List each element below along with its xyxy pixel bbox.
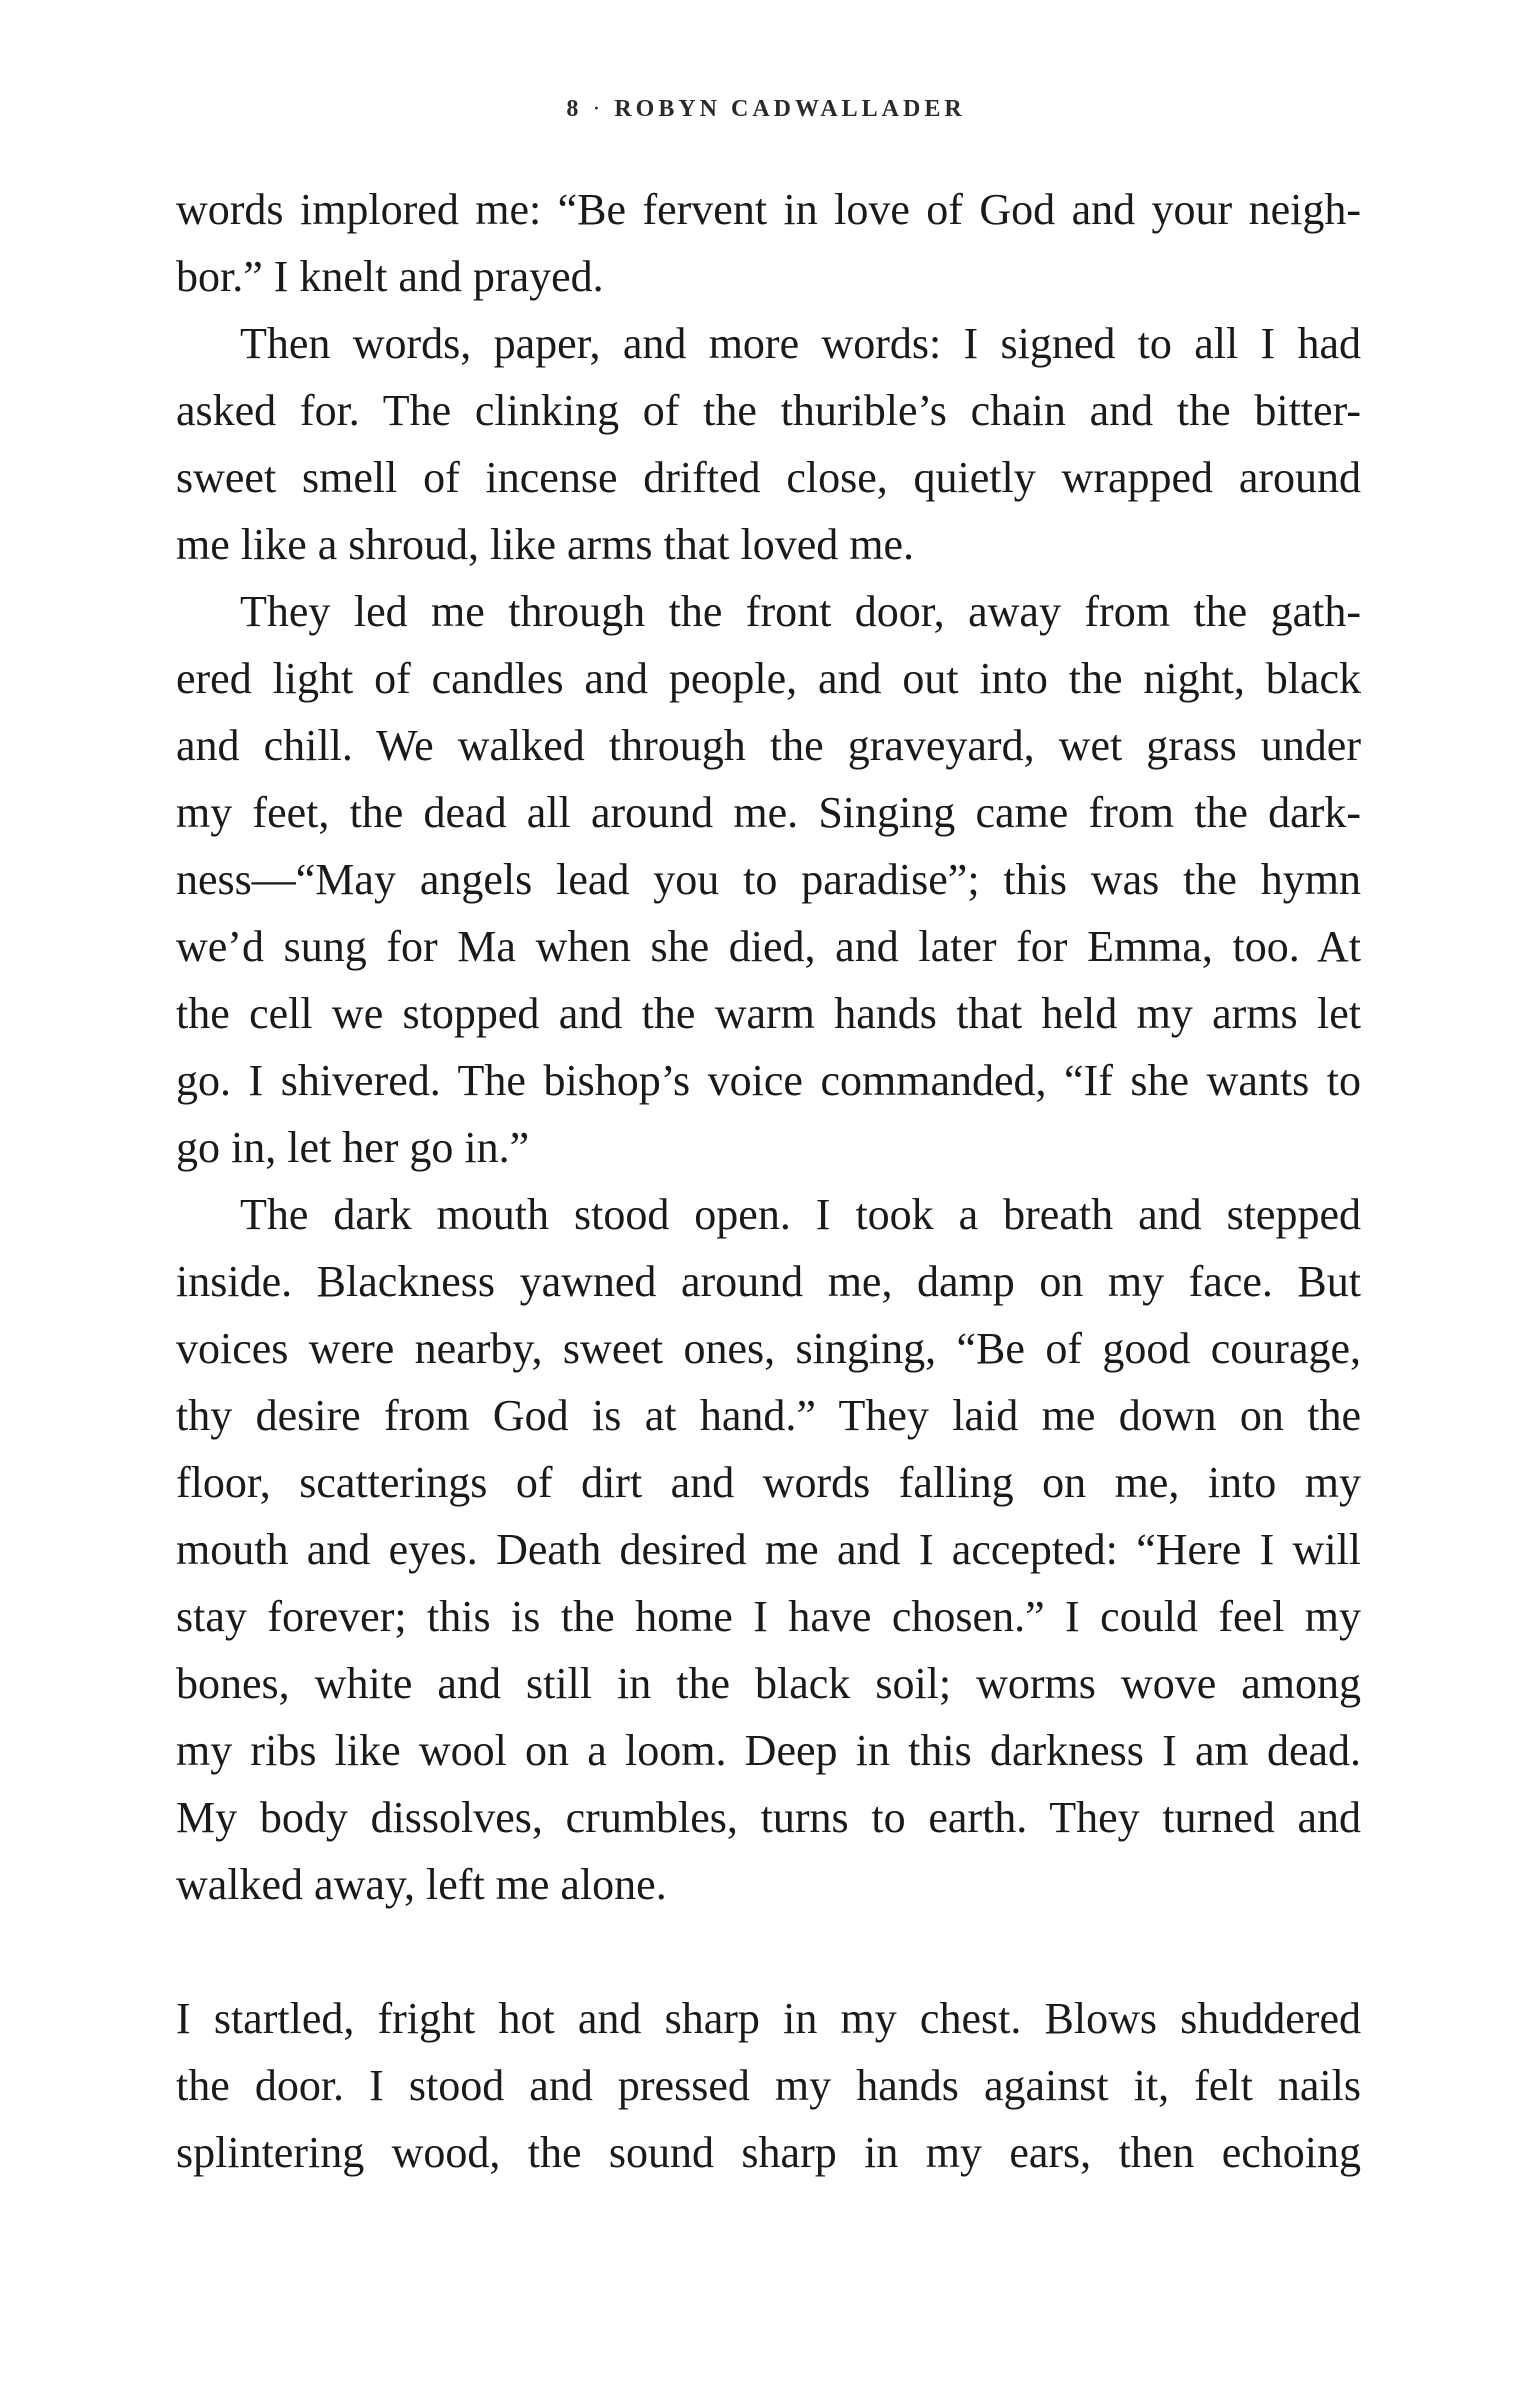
running-head-author: ROBYN CADWALLADER	[614, 96, 966, 122]
text-line: I startled, fright hot and sharp in my chest. Blows shuddered	[176, 1994, 1361, 2043]
text-line: bor.” I knelt and prayed.	[176, 252, 604, 301]
text-line: sweet smell of incense drifted close, quietly wrapped around	[176, 453, 1361, 502]
body-text	[176, 176, 1361, 2186]
text-line: walked away, left me alone.	[176, 1860, 667, 1909]
paragraph	[176, 578, 1361, 1181]
text-line: bones, white and still in the black soil; worms wove among	[176, 1659, 1361, 1708]
paragraph	[176, 1985, 1361, 2186]
text-line: They led me through the front door, away from the gath-	[240, 587, 1361, 636]
paragraph	[176, 176, 1361, 310]
text-line: we’d sung for Ma when she died, and later for Emma, too. At	[176, 922, 1361, 971]
text-line: my ribs like wool on a loom. Deep in this darkness I am dead.	[176, 1726, 1361, 1775]
text-line: mouth and eyes. Death desired me and I accepted: “Here I will	[176, 1525, 1361, 1574]
running-head-separator: ·	[592, 96, 605, 122]
text-line: stay forever; this is the home I have chosen.” I could feel my	[176, 1592, 1361, 1641]
text-line: voices were nearby, sweet ones, singing, “Be of good courage,	[176, 1324, 1361, 1373]
page-number: 8	[566, 96, 583, 122]
text-line: Then words, paper, and more words: I signed to all I had	[240, 319, 1361, 368]
section-break	[176, 1918, 1361, 1985]
text-line: thy desire from God is at hand.” They laid me down on the	[176, 1391, 1361, 1440]
text-line: and chill. We walked through the graveyard, wet grass under	[176, 721, 1361, 770]
text-line: inside. Blackness yawned around me, damp on my face. But	[176, 1257, 1361, 1306]
text-line: asked for. The clinking of the thurible’s chain and the bitter-	[176, 386, 1361, 435]
text-line: go. I shivered. The bishop’s voice commanded, “If she wants to	[176, 1056, 1361, 1105]
text-line: ered light of candles and people, and out into the night, black	[176, 654, 1361, 703]
text-line: go in, let her go in.”	[176, 1123, 530, 1172]
text-line: My body dissolves, crumbles, turns to earth. They turned and	[176, 1793, 1361, 1842]
text-line: words implored me: “Be fervent in love of God and your neigh-	[176, 185, 1361, 234]
text-line: splintering wood, the sound sharp in my ears, then echoing	[176, 2128, 1361, 2177]
text-line: the cell we stopped and the warm hands that held my arms let	[176, 989, 1361, 1038]
text-line: floor, scatterings of dirt and words falling on me, into my	[176, 1458, 1361, 1507]
paragraph	[176, 310, 1361, 578]
text-line: ness—“May angels lead you to paradise”; this was the hymn	[176, 855, 1361, 904]
paragraph	[176, 1181, 1361, 1918]
text-line: me like a shroud, like arms that loved me.	[176, 520, 915, 569]
text-line: the door. I stood and pressed my hands against it, felt nails	[176, 2061, 1361, 2110]
text-line: The dark mouth stood open. I took a breath and stepped	[240, 1190, 1361, 1239]
running-head	[0, 96, 1532, 123]
text-line: my feet, the dead all around me. Singing came from the dark-	[176, 788, 1361, 837]
